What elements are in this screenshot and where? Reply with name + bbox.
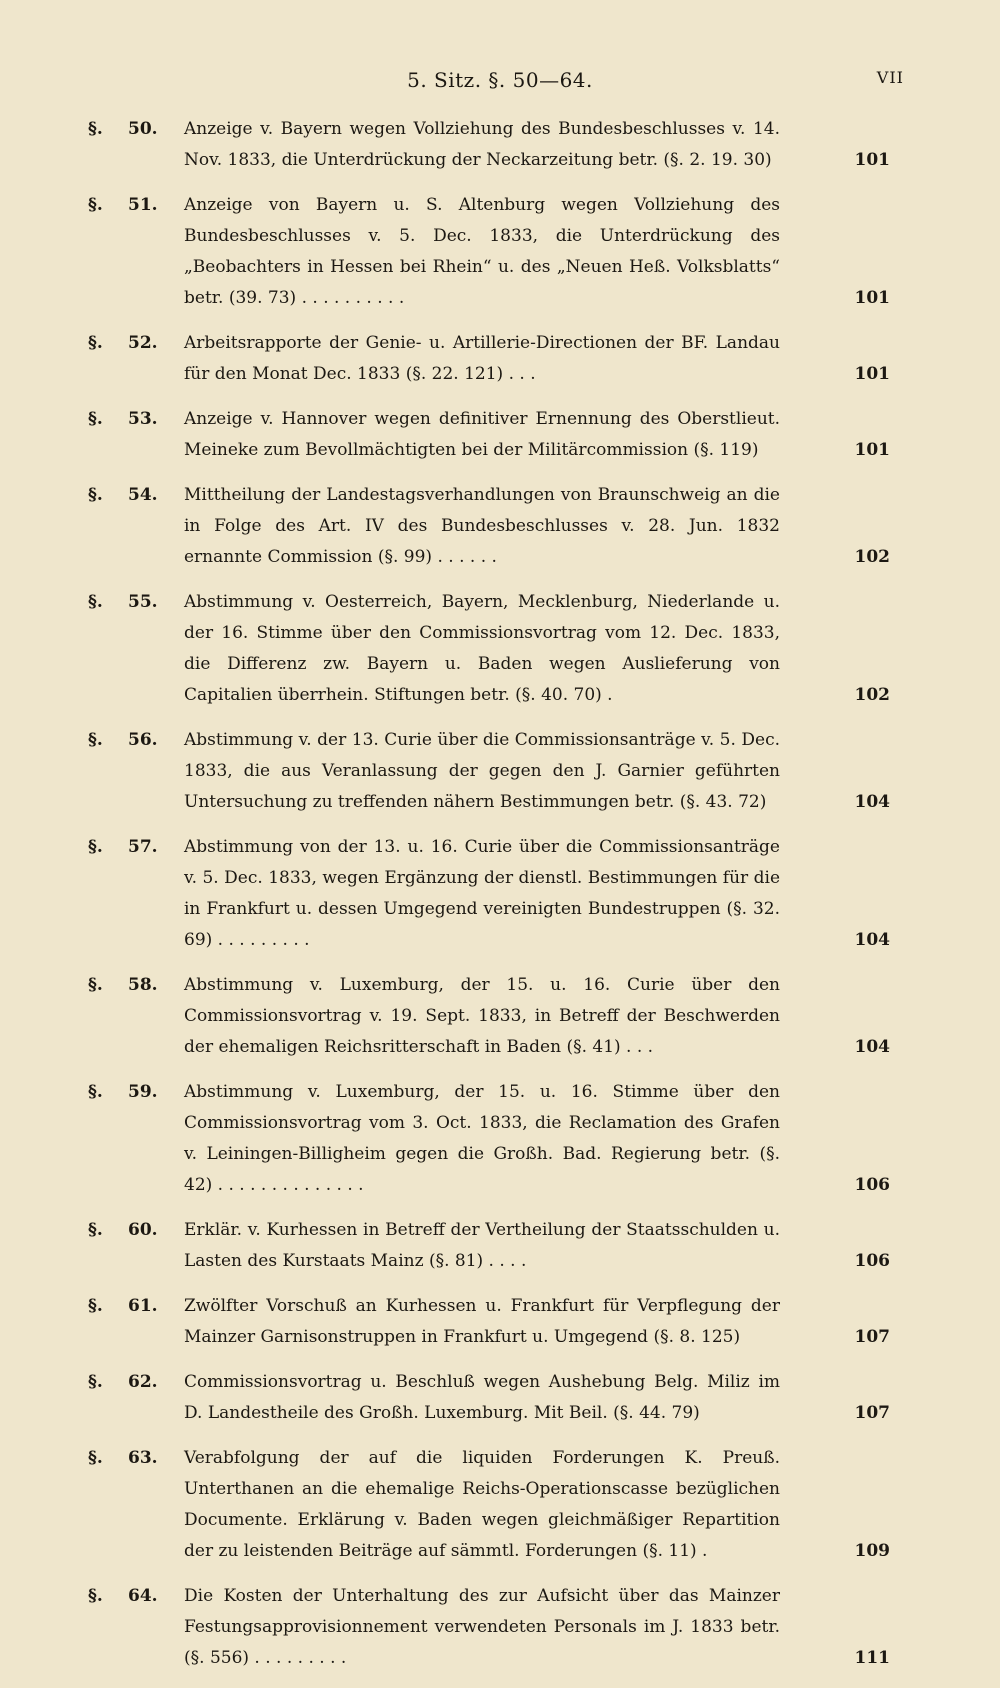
toc-entry-54: [88, 480, 890, 573]
section-number: 63.: [128, 1448, 158, 1468]
toc-entry-53: [88, 404, 890, 466]
toc-entry-52: [88, 328, 890, 390]
entry-text: Commissionsvortrag u. Beschluß wegen Aushebung Belg. Miliz im D. Landestheile des Großh. Luxemburg. Mit Beil. (§. 44. 79): [184, 1372, 780, 1423]
section-sign: §.: [88, 1220, 103, 1240]
entry-text: Die Kosten der Unterhaltung des zur Aufsicht über das Mainzer Festungsapprovisionnement verwendeten Personals im J. 1833 betr. (§. 556) . . . . . . . . .: [184, 1586, 780, 1668]
entry-text: Abstimmung v. Luxemburg, der 15. u. 16. Stimme über den Commissionsvortrag vom 3. Oct. 1833, die Reclamation des Grafen v. Leiningen-Billigheim gegen die Großh. Bad. Regierung betr. (§. 42) . . . . . . . . . . . . . .: [184, 1082, 780, 1195]
entry-text: Abstimmung v. Luxemburg, der 15. u. 16. Curie über den Commissionsvortrag v. 19. Sept. 1833, in Betreff der Beschwerden der ehemaligen Reichsritterschaft in Baden (§. 41) . . .: [184, 975, 780, 1057]
toc-entry-62: [88, 1367, 890, 1429]
section-number: 64.: [128, 1586, 158, 1606]
page-reference: 104: [854, 792, 890, 812]
entry-text: Abstimmung v. der 13. Curie über die Commissionsanträge v. 5. Dec. 1833, die aus Veranlassung der gegen den J. Garnier geführten Untersuchung zu treffenden nähern Bestimmungen betr. (§. 43. 72): [184, 730, 780, 812]
entry-text: Anzeige von Bayern u. S. Altenburg wegen Vollziehung des Bundesbeschlusses v. 5. Dec. 1833, die Unterdrückung des „Beobachters in Hessen bei Rhein“ u. des „Neuen Heß. Volksblatts“ betr. (39. 73) . . . . . . . . . .: [184, 195, 780, 308]
section-sign: §.: [88, 975, 103, 995]
section-sign: §.: [88, 592, 103, 612]
section-number: 59.: [128, 1082, 158, 1102]
toc-entry-61: [88, 1291, 890, 1353]
toc-entry-60: [88, 1215, 890, 1277]
toc-entry-51: [88, 190, 890, 314]
section-number: 61.: [128, 1296, 158, 1316]
section-sign: §.: [88, 485, 103, 505]
page-reference: 101: [854, 440, 890, 460]
entry-text: Arbeitsrapporte der Genie- u. Artillerie-Directionen der BF. Landau für den Monat Dec. 1833 (§. 22. 121) . . .: [184, 333, 780, 384]
toc-entry-59: [88, 1077, 890, 1201]
running-head: 5. Sitz. §. 50—64.: [407, 68, 593, 92]
page-reference: 109: [854, 1541, 890, 1561]
toc-entry-50: [88, 114, 890, 176]
section-number: 52.: [128, 333, 158, 353]
section-number: 62.: [128, 1372, 158, 1392]
page-reference: 101: [854, 364, 890, 384]
entry-text: Verabfolgung der auf die liquiden Forderungen K. Preuß. Unterthanen an die ehemalige Reichs-Operationscasse bezüglichen Documente. Erklärung v. Baden wegen gleichmäßiger Repartition der zu leistenden Beiträge auf sämmtl. Forderungen (§. 11) .: [184, 1448, 780, 1561]
section-sign: §.: [88, 195, 103, 215]
toc-entry-55: [88, 587, 890, 711]
toc-entry-57: [88, 832, 890, 956]
page-reference: 106: [854, 1251, 890, 1271]
toc-entry-63: [88, 1443, 890, 1567]
page-reference: 101: [854, 288, 890, 308]
section-sign: §.: [88, 333, 103, 353]
section-sign: §.: [88, 837, 103, 857]
section-number: 58.: [128, 975, 158, 995]
entry-text: Mittheilung der Landestagsverhandlungen von Braunschweig an die in Folge des Art. IV des Bundesbeschlusses v. 28. Jun. 1832 ernannte Commission (§. 99) . . . . . .: [184, 485, 780, 567]
section-number: 51.: [128, 195, 158, 215]
section-sign: §.: [88, 1082, 103, 1102]
section-sign: §.: [88, 409, 103, 429]
page-reference: 104: [854, 1037, 890, 1057]
page-header: [0, 68, 1000, 102]
section-sign: §.: [88, 119, 103, 139]
entry-text: Abstimmung von der 13. u. 16. Curie über die Commissionsanträge v. 5. Dec. 1833, wegen Ergänzung der dienstl. Bestimmungen für die in Frankfurt u. dessen Umgegend vereinigten Bundestruppen (§. 32. 69) . . . . . . . . .: [184, 837, 780, 950]
page-reference: 102: [854, 547, 890, 567]
section-number: 53.: [128, 409, 158, 429]
section-sign: §.: [88, 730, 103, 750]
entry-text: Zwölfter Vorschuß an Kurhessen u. Frankfurt für Verpflegung der Mainzer Garnisonstruppen in Frankfurt u. Umgegend (§. 8. 125): [184, 1296, 780, 1347]
toc-entry-56: [88, 725, 890, 818]
page-reference: 111: [854, 1648, 890, 1668]
page-number: VII: [876, 68, 904, 87]
section-number: 57.: [128, 837, 158, 857]
entry-text: Erklär. v. Kurhessen in Betreff der Vertheilung der Staatsschulden u. Lasten des Kurstaats Mainz (§. 81) . . . .: [184, 1220, 780, 1271]
entry-text: Anzeige v. Hannover wegen definitiver Ernennung des Oberstlieut. Meineke zum Bevollmächtigten bei der Militärcommission (§. 119): [184, 409, 780, 460]
section-number: 60.: [128, 1220, 158, 1240]
section-number: 55.: [128, 592, 158, 612]
toc-entry-58: [88, 970, 890, 1063]
section-number: 50.: [128, 119, 158, 139]
page-reference: 101: [854, 150, 890, 170]
entry-text: Anzeige v. Bayern wegen Vollziehung des Bundesbeschlusses v. 14. Nov. 1833, die Unterdrückung der Neckarzeitung betr. (§. 2. 19. 30): [184, 119, 780, 170]
toc-entry-64: [88, 1581, 890, 1674]
section-sign: §.: [88, 1372, 103, 1392]
section-sign: §.: [88, 1296, 103, 1316]
section-sign: §.: [88, 1448, 103, 1468]
section-sign: §.: [88, 1586, 103, 1606]
page-reference: 106: [854, 1175, 890, 1195]
section-number: 56.: [128, 730, 158, 750]
page-reference: 104: [854, 930, 890, 950]
page-reference: 102: [854, 685, 890, 705]
section-number: 54.: [128, 485, 158, 505]
entry-text: Abstimmung v. Oesterreich, Bayern, Mecklenburg, Niederlande u. der 16. Stimme über den Commissionsvortrag vom 12. Dec. 1833, die Differenz zw. Bayern u. Baden wegen Auslieferung von Capitalien überrhein. Stiftungen betr. (§. 40. 70) .: [184, 592, 780, 705]
table-of-contents: [88, 114, 890, 1688]
page-reference: 107: [854, 1403, 890, 1423]
page-reference: 107: [854, 1327, 890, 1347]
